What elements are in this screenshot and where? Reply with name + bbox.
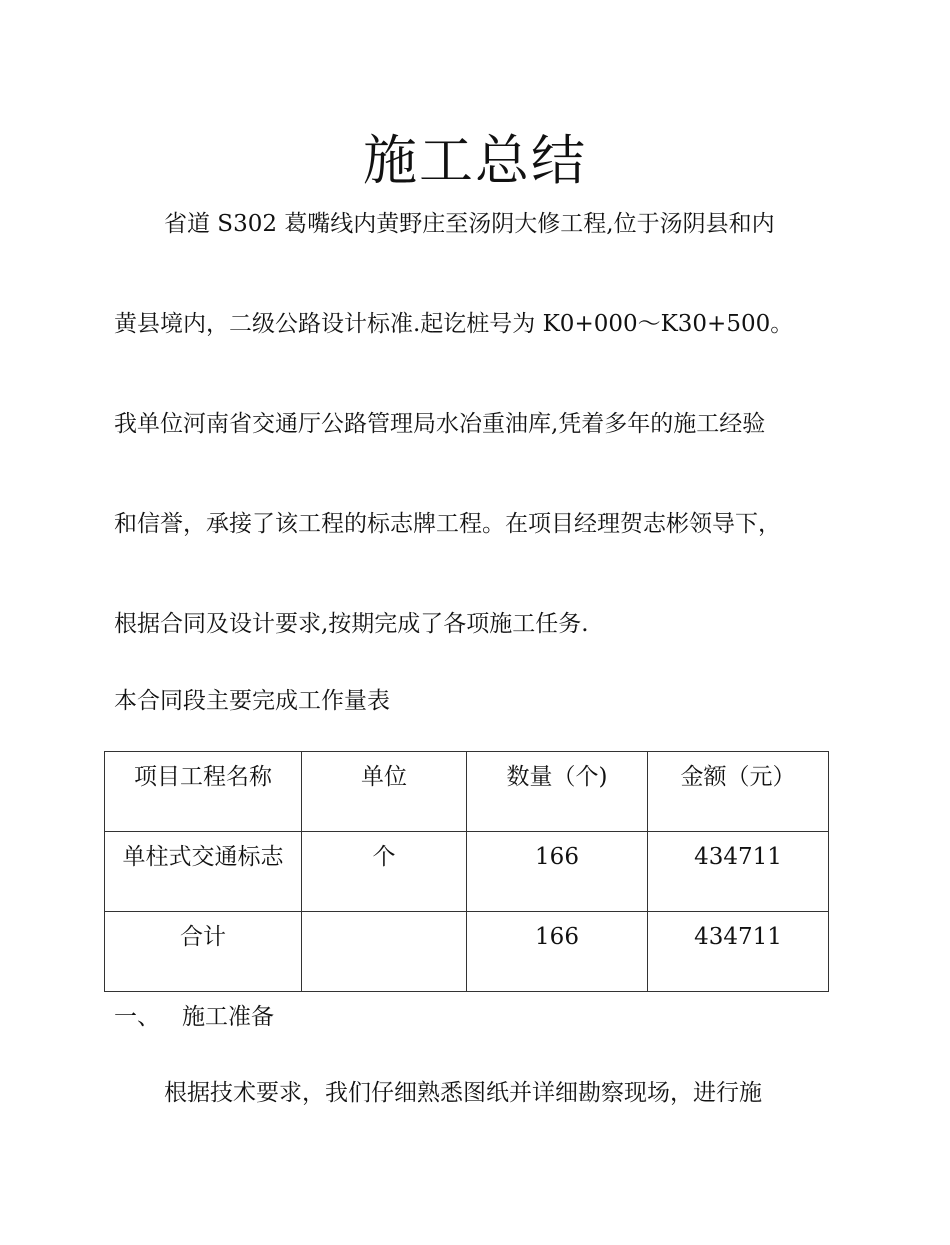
section-title: 施工准备 — [182, 1004, 274, 1030]
header-cell-name: 项目工程名称 — [105, 752, 302, 832]
section-number: 一、 — [114, 1004, 160, 1030]
cell-name: 合计 — [105, 912, 302, 992]
intro-line-3: 我单位河南省交通厅公路管理局水冶重油库,凭着多年的施工经验 — [114, 411, 766, 437]
cell-quantity: 166 — [467, 912, 648, 992]
section-heading — [114, 1002, 274, 1032]
table-header-row — [105, 752, 829, 832]
cell-amount: 434711 — [648, 832, 829, 912]
cell-name: 单柱式交通标志 — [105, 832, 302, 912]
intro-line-2: 黄县境内，二级公路设计标准.起讫桩号为 K0+000～K30+500。 — [114, 311, 794, 337]
cell-quantity: 166 — [467, 832, 648, 912]
header-cell-unit: 单位 — [302, 752, 467, 832]
cell-unit: 个 — [302, 832, 467, 912]
section-body-line: 根据技术要求，我们仔细熟悉图纸并详细勘察现场，进行施 — [164, 1080, 762, 1106]
table-row — [105, 832, 829, 912]
header-cell-quantity: 数量（个) — [467, 752, 648, 832]
page-title: 施工总结 — [363, 129, 587, 192]
cell-unit — [302, 912, 467, 992]
cell-amount: 434711 — [648, 912, 829, 992]
header-cell-amount: 金额（元） — [648, 752, 829, 832]
intro-line-5: 根据合同及设计要求,按期完成了各项施工任务. — [114, 611, 589, 637]
intro-line-4: 和信誉，承接了该工程的标志牌工程。在项目经理贺志彬领导下， — [114, 511, 781, 537]
intro-line-1: 省道 S302 葛嘴线内黄野庄至汤阴大修工程,位于汤阴县和内 — [164, 211, 775, 237]
table-total-row — [105, 912, 829, 992]
workload-table — [104, 751, 829, 992]
table-caption: 本合同段主要完成工作量表 — [114, 688, 390, 714]
